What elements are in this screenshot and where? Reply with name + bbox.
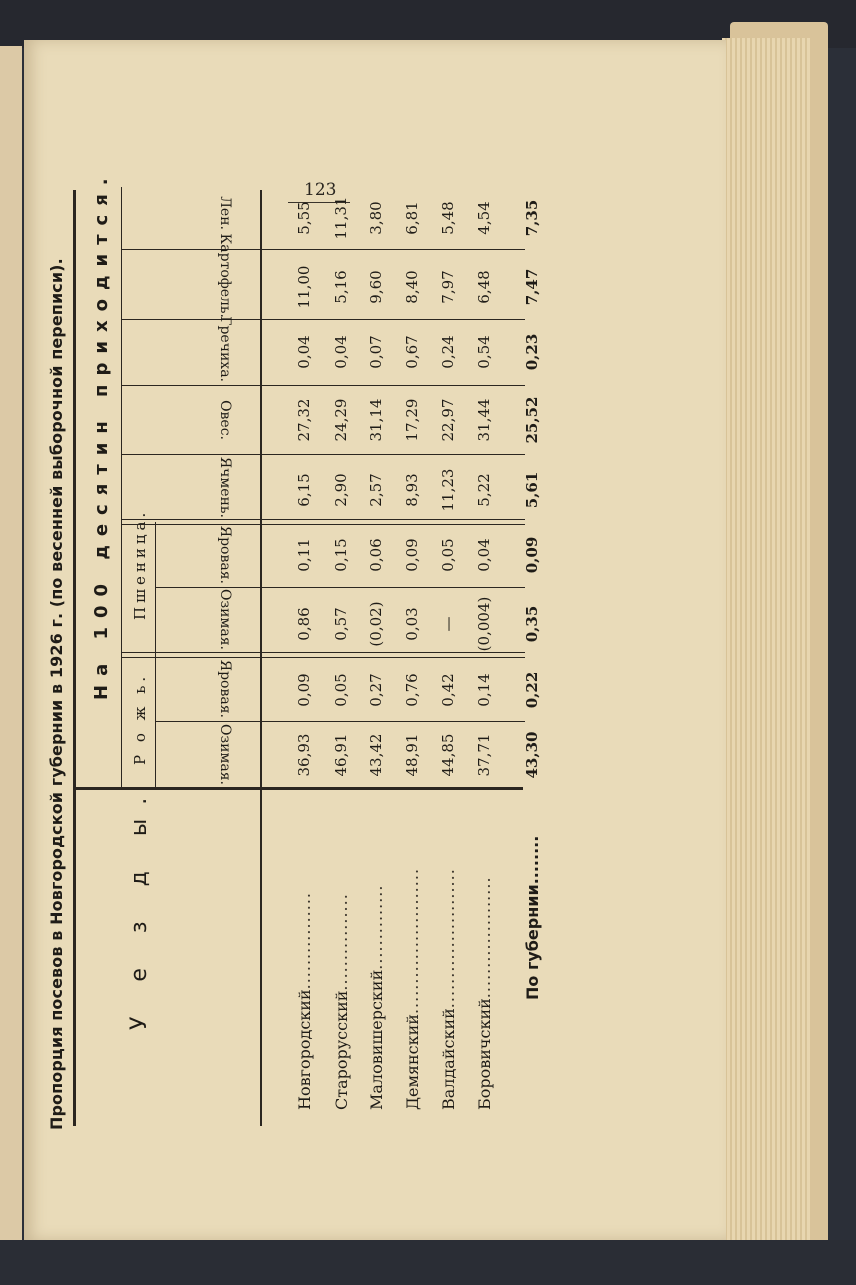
table-cell: 7,97 xyxy=(439,270,457,304)
col-divider-double xyxy=(121,519,525,525)
table-cell: 0,09 xyxy=(403,538,421,572)
table-cell: 6,15 xyxy=(295,473,313,507)
row-name: Демянский xyxy=(403,1014,422,1110)
table-cell: 4,54 xyxy=(475,201,493,235)
table-cell: 0,22 xyxy=(523,671,541,709)
table-cell: 22,97 xyxy=(439,398,457,442)
table-cell: 0,57 xyxy=(332,607,350,641)
table-cell: 0,05 xyxy=(439,538,457,572)
col-divider-double xyxy=(121,652,525,658)
district-name xyxy=(332,893,351,1110)
table-cell: — xyxy=(439,616,457,632)
row-name: Старорусский xyxy=(332,990,351,1110)
col-header-flax: Лен. xyxy=(217,196,233,230)
table-cell: 9,60 xyxy=(367,270,385,304)
col-header-rye-winter: Озимая. xyxy=(217,724,233,785)
rotated-table xyxy=(47,130,567,1130)
table-cell: 43,30 xyxy=(523,731,541,779)
col-header-buckwheat: Гречиха. xyxy=(217,316,233,382)
district-name xyxy=(439,868,458,1110)
table-cell: 0,23 xyxy=(523,333,541,371)
table-cell: 5,55 xyxy=(295,201,313,235)
page-stack-edge xyxy=(722,38,810,1242)
group-wheat-label: Пшеница. xyxy=(131,508,149,620)
table-cell: 0,67 xyxy=(403,335,421,369)
col-header-wheat-winter: Озимая. xyxy=(217,589,233,650)
leader-dots: ........................ xyxy=(403,867,422,1015)
leader-dots: ................ xyxy=(332,893,351,991)
table-cell: 0,76 xyxy=(403,673,421,707)
district-name xyxy=(403,868,422,1110)
table-cell: 0,35 xyxy=(523,605,541,643)
table-cell: 0,14 xyxy=(475,673,493,707)
table-cell: 48,91 xyxy=(403,733,421,777)
col-header-oats: Овес. xyxy=(217,400,233,440)
main-header: На 100 десятин приходится. xyxy=(91,169,112,700)
row-name: По губернии xyxy=(523,884,542,1000)
table-cell: 0,09 xyxy=(295,673,313,707)
col-header-wheat-spring: Яровая. xyxy=(217,525,233,584)
table-cell: 36,93 xyxy=(295,733,313,777)
table-cell: 11,23 xyxy=(439,468,457,512)
leader-dots: ........ xyxy=(523,835,542,885)
col-divider xyxy=(155,721,525,722)
table-cell: 17,29 xyxy=(403,398,421,442)
rule-groups xyxy=(121,187,122,787)
col-divider xyxy=(155,587,525,588)
row-name: Маловишерский xyxy=(367,969,386,1110)
row-name: Валдайский xyxy=(439,1008,458,1110)
table-cell: 7,35 xyxy=(523,199,541,237)
table-cell: 0,09 xyxy=(523,536,541,574)
table-cell: (0,004) xyxy=(475,596,493,652)
row-name: Новгородский xyxy=(295,989,314,1110)
table-cell: 24,29 xyxy=(332,398,350,442)
district-name xyxy=(475,876,494,1110)
table-cell: 0,42 xyxy=(439,673,457,707)
row-name: Боровичский xyxy=(475,998,494,1110)
table-cell: 8,93 xyxy=(403,473,421,507)
rule-top xyxy=(73,190,76,1126)
col-divider xyxy=(121,454,525,455)
col-divider xyxy=(121,385,525,386)
table-cell: 31,14 xyxy=(367,398,385,442)
table-cell: 11,00 xyxy=(295,265,313,309)
table-cell: 0,03 xyxy=(403,607,421,641)
table-cell: 0,24 xyxy=(439,335,457,369)
table-cell: 0,07 xyxy=(367,335,385,369)
table-cell: 0,04 xyxy=(475,538,493,572)
book-cloth-bottom xyxy=(0,1240,856,1285)
table-cell: 5,16 xyxy=(332,270,350,304)
table-cell: 0,15 xyxy=(332,538,350,572)
table-cell: 0,86 xyxy=(295,607,313,641)
col-divider xyxy=(121,249,525,250)
page-number: 123 xyxy=(304,180,337,200)
table-cell: 11,31 xyxy=(332,196,350,240)
table-cell: 0,11 xyxy=(295,538,313,572)
leader-dots: ................ xyxy=(295,892,314,990)
group-rye-label: Р о ж ь. xyxy=(131,672,149,765)
col-divider xyxy=(121,319,525,320)
leader-dots: ....................... xyxy=(439,868,458,1009)
table-cell: 6,81 xyxy=(403,201,421,235)
table-cell: 5,61 xyxy=(523,471,541,509)
table-cell: 8,40 xyxy=(403,270,421,304)
table-cell: (0,02) xyxy=(367,601,385,647)
leader-dots: .............. xyxy=(367,884,386,970)
col-header-potato: Картофель. xyxy=(217,233,233,318)
table-cell: 0,05 xyxy=(332,673,350,707)
rule-under-header xyxy=(260,190,262,1126)
district-name xyxy=(367,885,386,1110)
table-cell: 0,54 xyxy=(475,335,493,369)
table-cell: 43,42 xyxy=(367,733,385,777)
table-cell: 5,22 xyxy=(475,473,493,507)
stub-header: У е з д ы. xyxy=(127,783,152,1030)
district-name xyxy=(295,892,314,1110)
table-cell: 31,44 xyxy=(475,398,493,442)
table-cell: 3,80 xyxy=(367,201,385,235)
table-title: Пропорция посевов в Новгородской губернии в 1926 г. (по весенней выборочной переписи). xyxy=(47,258,66,1130)
table-cell: 5,48 xyxy=(439,201,457,235)
table-cell: 25,52 xyxy=(523,396,541,444)
table-cell: 27,32 xyxy=(295,398,313,442)
table-cell: 2,57 xyxy=(367,473,385,507)
table-cell: 0,06 xyxy=(367,538,385,572)
table-cell: 6,48 xyxy=(475,270,493,304)
table-cell: 0,04 xyxy=(295,335,313,369)
table-cell: 0,27 xyxy=(367,673,385,707)
col-header-barley: Ячмень. xyxy=(217,456,233,518)
table-cell: 46,91 xyxy=(332,733,350,777)
table-cell: 37,71 xyxy=(475,733,493,777)
table-cell: 44,85 xyxy=(439,733,457,777)
total-label xyxy=(523,836,542,1000)
table-cell: 7,47 xyxy=(523,268,541,306)
col-header-rye-spring: Яровая. xyxy=(217,659,233,718)
table-cell: 0,04 xyxy=(332,335,350,369)
leader-dots: .................... xyxy=(475,876,494,999)
book-spine xyxy=(0,46,22,1246)
table-cell: 2,90 xyxy=(332,473,350,507)
